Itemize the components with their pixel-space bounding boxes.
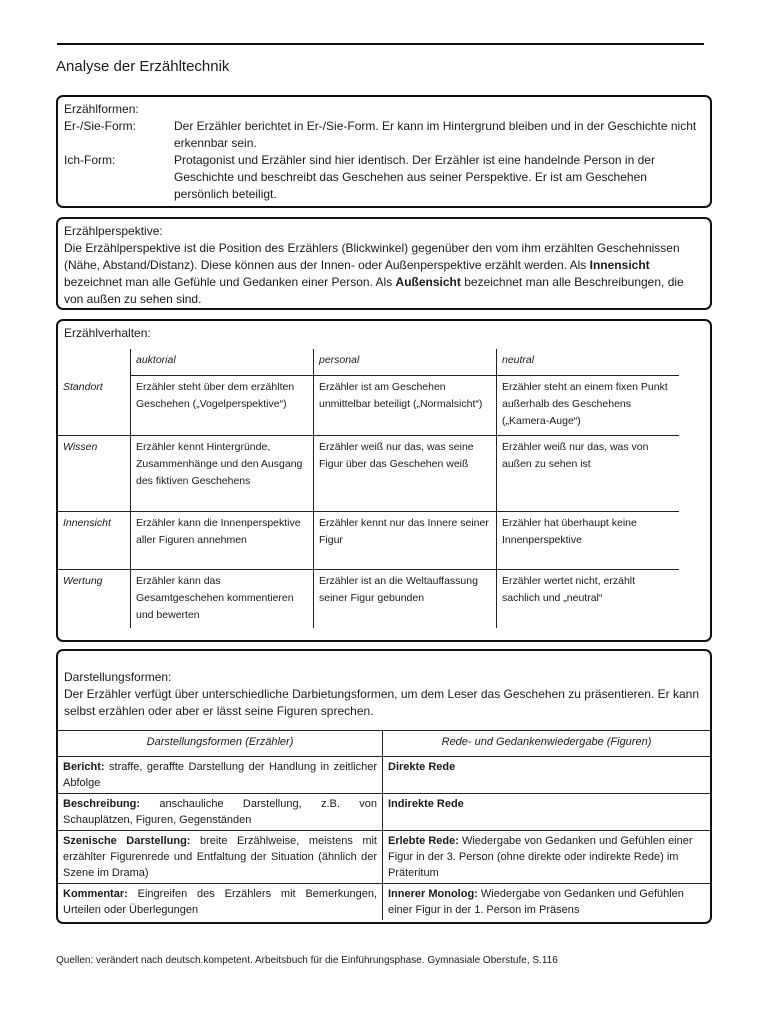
term: Erlebte Rede: <box>388 835 459 847</box>
darstellungsformen-box <box>56 649 712 924</box>
term: Szenische Darstellung: <box>63 835 191 847</box>
erzaehlform-text: Protagonist und Erzähler sind hier identisch. Der Erzähler ist eine handelnde Person in der Geschichte und beschreibt das Geschehen aus seiner Perspektive. Er ist am Geschehen persönlich beteiligt. <box>174 153 655 201</box>
erzaehlform-label: Ich-Form: <box>64 153 116 167</box>
source-citation: Quellen: verändert nach deutsch.kompetent. Arbeitsbuch für die Einführungsphase. Gymnasiale Oberstufe, S.116 <box>56 955 558 966</box>
table-row <box>58 794 710 831</box>
darstellungsformen-intro: Der Erzähler verfügt über unterschiedliche Darbietungsformen, um dem Leser das Geschehen zu präsentieren. Er kann selbst erzählen oder aber er lässt seine Figuren sprechen. <box>64 687 699 718</box>
erzaehlform-row <box>64 118 704 152</box>
row-label: Innensicht <box>58 512 131 570</box>
table-cell: Erzähler ist an die Weltauffassung seiner Figur gebunden <box>314 570 497 628</box>
column-header: auktorial <box>131 349 314 376</box>
erzaehlperspektive-heading: Erzählperspektive: <box>64 224 163 238</box>
table-cell <box>383 757 711 794</box>
erzaehlverhalten-table <box>58 349 679 628</box>
table-cell: Erzähler weiß nur das, was von außen zu sehen ist <box>497 436 680 512</box>
table-cell <box>383 831 711 884</box>
table-cell <box>58 757 383 794</box>
erzaehlformen-heading: Erzählformen: <box>64 102 139 116</box>
table-cell <box>58 884 383 921</box>
definition: breite Erzählweise, meistens mit erzählter Figurenrede und Entfaltung der Situation (ähnlich der Szene im Drama) <box>63 835 377 879</box>
term: Kommentar: <box>63 888 128 900</box>
row-label: Wissen <box>58 436 131 512</box>
erzaehlform-row <box>64 152 704 203</box>
table-cell: Erzähler kennt Hintergründe, Zusammenhänge und den Ausgang des fiktiven Geschehens <box>131 436 314 512</box>
table-row <box>58 570 679 628</box>
table-cell: Erzähler steht über dem erzählten Geschehen („Vogelperspektive“) <box>131 376 314 436</box>
table-cell: Erzähler steht an einem fixen Punkt außerhalb des Geschehens („Kamera-Auge“) <box>497 376 680 436</box>
row-label: Wertung <box>63 575 103 587</box>
erzaehlperspektive-text <box>64 240 704 308</box>
erzaehlform-label: Er-/Sie-Form: <box>64 119 136 133</box>
page-title: Analyse der Erzähltechnik <box>56 58 230 75</box>
table-cell: Erzähler hat überhaupt keine Innenperspektive <box>497 512 680 570</box>
top-rule <box>57 43 704 45</box>
table-row <box>58 884 710 921</box>
definition: Eingreifen des Erzählers mit Bemerkungen, Urteilen oder Überlegungen <box>63 888 377 916</box>
table-row <box>58 831 710 884</box>
term: Direkte Rede <box>388 761 456 773</box>
table-cell: Erzähler wertet nicht, erzählt sachlich und „neutral“ <box>497 570 680 628</box>
table-cell <box>58 831 383 884</box>
row-label: Standort <box>58 376 131 436</box>
erzaehlverhalten-box <box>56 319 712 642</box>
erzaehlformen-box <box>56 95 712 208</box>
darstellungsformen-table <box>58 730 710 920</box>
table-cell: Erzähler kann das Gesamtgeschehen kommentieren und bewerten <box>131 570 314 628</box>
table-row <box>58 512 679 570</box>
table-cell: Erzähler kann die Innenperspektive aller Figuren annehmen <box>131 512 314 570</box>
table-cell <box>58 794 383 831</box>
text-part: Die Erzählperspektive ist die Position des Erzählers (Blickwinkel) gegenüber den vom ihm erzählten Geschehnissen (Nähe, Abstand/Distanz). Diese können aus der Innen- oder Außenperspektive erzählt werden. Als <box>64 241 680 272</box>
term: Innerer Monolog: <box>388 888 478 900</box>
term: Indirekte Rede <box>388 798 464 810</box>
table-cell <box>383 794 711 831</box>
table-row <box>58 757 710 794</box>
table-row <box>58 376 679 436</box>
table-header-row <box>58 731 710 757</box>
table-cell: Erzähler ist am Geschehen unmittelbar beteiligt („Normalsicht“) <box>314 376 497 436</box>
definition: anschauliche Darstellung, z.B. von Schauplätzen, Figuren, Gegenständen <box>63 798 377 826</box>
table-header-row <box>58 349 679 376</box>
table-row <box>58 436 679 512</box>
term: Beschreibung: <box>63 798 141 810</box>
term-aussensicht: Außensicht <box>395 275 461 289</box>
header-empty <box>58 349 131 376</box>
column-header: Rede- und Gedankenwiedergabe (Figuren) <box>383 731 711 757</box>
table-cell: Erzähler kennt nur das Innere seiner Figur <box>314 512 497 570</box>
erzaehlverhalten-heading: Erzählverhalten: <box>64 326 151 340</box>
table-cell <box>383 884 711 921</box>
table-cell: Erzähler weiß nur das, was seine Figur über das Geschehen weiß <box>314 436 497 512</box>
erzaehlform-text: Der Erzähler berichtet in Er-/Sie-Form. Er kann im Hintergrund bleiben und in der Geschichte nicht erkennbar sein. <box>174 119 697 150</box>
text-part: bezeichnet man alle Beschreibungen, die von außen zu sehen sind. <box>64 275 684 306</box>
erzaehlperspektive-box <box>56 217 712 310</box>
definition: straffe, geraffte Darstellung der Handlung in zeitlicher Abfolge <box>63 761 377 789</box>
term-innensicht: Innensicht <box>589 258 650 272</box>
column-header: personal <box>314 349 497 376</box>
definition: Wiedergabe von Gedanken und Gefühlen einer Figur in der 3. Person (ohne direkte oder indirekte Rede) im Präteritum <box>388 835 693 879</box>
column-header: neutral <box>497 349 680 376</box>
definition: Wiedergabe von Gedanken und Gefühlen einer Figur in der 1. Person im Präsens <box>388 888 684 916</box>
term: Bericht: <box>63 761 105 773</box>
column-header: Darstellungsformen (Erzähler) <box>58 731 383 757</box>
darstellungsformen-heading: Darstellungsformen: <box>64 670 172 684</box>
text-part: bezeichnet man alle Gefühle und Gedanken einer Person. Als <box>64 275 396 289</box>
